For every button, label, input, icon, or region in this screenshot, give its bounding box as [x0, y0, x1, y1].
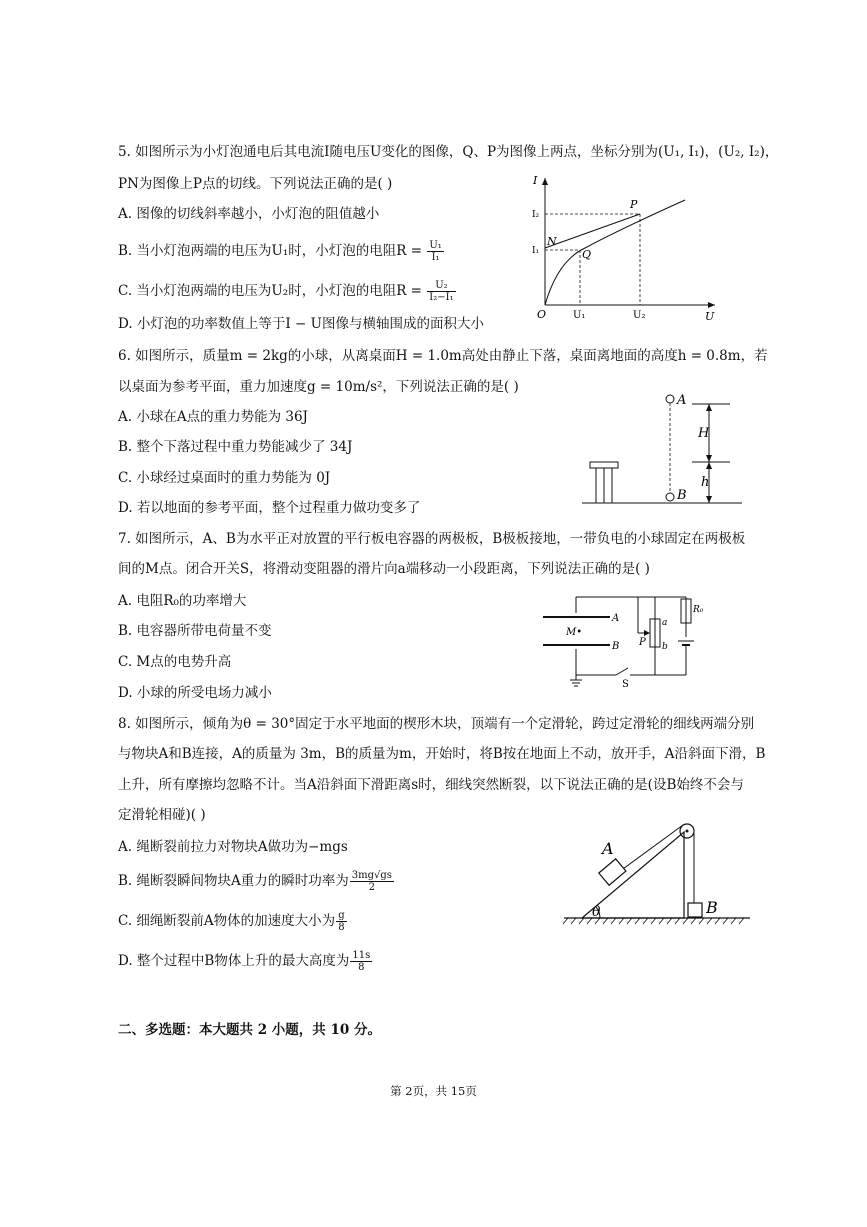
q8-c-numerator: g: [338, 910, 345, 921]
q5-option-d: D. 小灯泡的功率数值上等于I − U图像与横轴围成的面积大小: [118, 316, 485, 332]
q6-option-b: B. 整个下落过程中重力势能减少了 34J: [118, 439, 353, 455]
q8-b-numerator: 3mg√gs: [351, 870, 392, 881]
q7-stem-line2: 间的M点。闭合开关S，将滑动变阻器的滑片向a端移动一小段距离，下列说法正确的是( ): [118, 561, 650, 577]
q6-fig-b-label: B: [677, 488, 687, 503]
q5-option-c-fraction: [427, 280, 455, 303]
q5-option-a: A. 图像的切线斜率越小，小灯泡的阻值越小: [118, 206, 380, 222]
q5-option-b-text: B. 当小灯泡两端的电压为U₁时，小灯泡的电阻R =: [118, 243, 423, 259]
section-2-heading: 二、多选题：本大题共 2 小题，共 10 分。: [118, 1022, 381, 1038]
q6-option-a: A. 小球在A点的重力势能为 36J: [118, 409, 308, 425]
q8-incline-pulley-figure: [562, 818, 752, 930]
q5-fig-o-label: O: [537, 308, 547, 321]
q5-fig-q-label: Q: [582, 248, 592, 261]
q7-fig-p-label: P: [639, 637, 646, 648]
q8-stem-line3: 上升，所有摩擦均忽略不计。当A沿斜面下滑距离s时，细线突然断裂，以下说法正确的是(设B始终不会与: [118, 777, 744, 793]
q8-b-denominator: 2: [368, 882, 376, 893]
q8-option-b: [118, 870, 395, 893]
q8-option-b-fraction: [350, 870, 394, 893]
q8-option-c: [118, 910, 348, 933]
q5-option-b-fraction: [427, 240, 443, 263]
q8-stem-line2: 与物块A和B连接，A的质量为 3m，B的质量为m，开始时，将B按在地面上不动，放开手，A沿斜面下滑，B: [118, 746, 766, 762]
q5-b-numerator: U₁: [429, 240, 442, 251]
q7-capacitor-circuit-figure: [538, 585, 713, 695]
q8-option-c-fraction: [336, 910, 346, 933]
q8-option-d-fraction: [350, 950, 372, 973]
q7-option-a: A. 电阻R₀的功率增大: [118, 593, 247, 609]
q7-option-d: D. 小球的所受电场力减小: [118, 685, 272, 701]
q5-stem-line2: PN为图像上P点的切线。下列说法正确的是( ): [118, 176, 393, 192]
q7-fig-r0-label: R₀: [693, 605, 704, 615]
q8-fig-a-label: A: [602, 839, 614, 858]
q6-fig-a-label: A: [677, 393, 687, 408]
q5-option-c-text: C. 当小灯泡两端的电压为U₂时，小灯泡的电阻R =: [118, 283, 422, 299]
q5-option-b: [118, 240, 445, 263]
q6-falling-ball-figure: [582, 390, 742, 510]
q7-fig-b-end-label: b: [662, 642, 668, 652]
q5-fig-u2-label: U₂: [633, 310, 646, 321]
q5-fig-i-label: I: [533, 174, 538, 187]
q8-d-numerator: 11s: [352, 950, 371, 961]
q5-b-denominator: I₁: [431, 252, 440, 263]
q8-stem-line1: 8. 如图所示，倾角为θ = 30°固定于水平地面的楔形木块，顶端有一个定滑轮，跨过定滑轮的细线两端分别: [118, 716, 755, 732]
q8-fig-theta-label: θ: [592, 904, 601, 920]
q5-c-numerator: U₂: [427, 280, 455, 292]
q7-fig-a-label: A: [612, 613, 620, 624]
q5-fig-u-label: U: [705, 310, 715, 323]
q8-c-denominator: 8: [338, 922, 345, 933]
q8-option-d: [118, 950, 373, 973]
q7-fig-b-label: B: [612, 641, 620, 652]
q6-fig-h-upper-label: H: [698, 426, 710, 441]
q7-option-c: C. M点的电势升高: [118, 654, 232, 670]
q8-option-d-text: D. 整个过程中B物体上升的最大高度为: [118, 953, 350, 969]
q6-stem-line1: 6. 如图所示，质量m = 2kg的小球，从离桌面H = 1.0m高处由静止下落，桌面离地面的高度h = 0.8m，若: [118, 348, 768, 364]
q5-fig-i2-label: I₂: [532, 210, 540, 220]
q6-stem-line2: 以桌面为参考平面，重力加速度g = 10m/s²，下列说法正确的是( ): [118, 379, 519, 395]
q6-option-c: C. 小球经过桌面时的重力势能为 0J: [118, 470, 331, 486]
q5-fig-n-label: N: [547, 235, 557, 248]
q6-fig-h-lower-label: h: [701, 475, 710, 490]
q8-fig-b-label: B: [706, 898, 718, 917]
q5-fig-i1-label: I₁: [532, 246, 540, 256]
q7-fig-a-end-label: a: [662, 618, 668, 628]
q7-fig-m-label: M•: [566, 627, 583, 638]
q8-option-c-text: C. 细绳断裂前A物体的加速度大小为: [118, 913, 336, 929]
q5-c-denominator: I₂−I₁: [429, 292, 454, 303]
page-footer: 第 2页，共 15页: [390, 1084, 477, 1098]
q5-stem-line1: 5. 如图所示为小灯泡通电后其电流I随电压U变化的图像，Q、P为图像上两点，坐标分别为(U₁, I₁)，(U₂, I₂)，: [118, 144, 779, 160]
q6-option-d: D. 若以地面的参考平面，整个过程重力做功变多了: [118, 500, 421, 516]
q7-option-b: B. 电容器所带电荷量不变: [118, 623, 272, 639]
q5-option-c: [118, 280, 457, 303]
q7-stem-line1: 7. 如图所示，A、B为水平正对放置的平行板电容器的两极板，B极板接地，一带负电的小球固定在两极板: [118, 531, 746, 547]
q8-option-b-text: B. 绳断裂瞬间物块A重力的瞬时功率为: [118, 873, 349, 889]
q5-fig-u1-label: U₁: [573, 310, 586, 321]
q8-d-denominator: 8: [358, 962, 365, 973]
q8-stem-line4: 定滑轮相碰)( ): [118, 807, 206, 823]
q5-fig-p-label: P: [630, 198, 638, 211]
q8-option-a: A. 绳断裂前拉力对物块A做功为−mgs: [118, 839, 348, 855]
q5-iu-graph: [525, 170, 725, 325]
q7-fig-s-label: S: [622, 679, 629, 690]
